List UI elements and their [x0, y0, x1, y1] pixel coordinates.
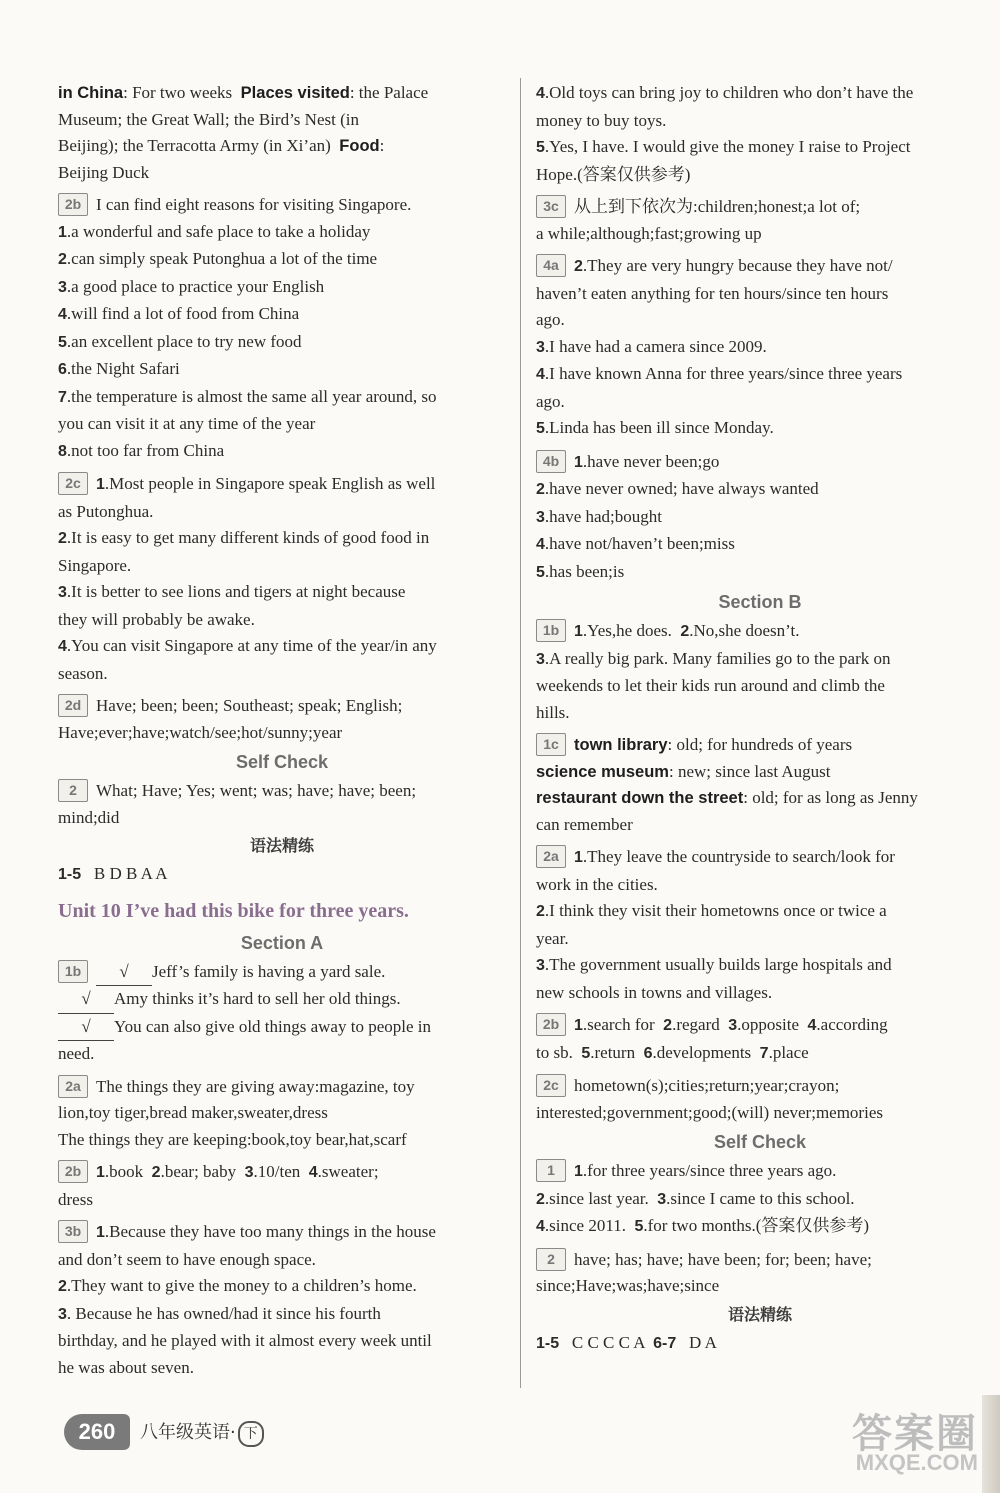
self-check-1: 1 1.for three years/since three years ago.	[536, 1158, 984, 1186]
keyword: town library	[574, 736, 668, 754]
answer-line: Have;ever;have;watch/see;hot/sunny;year	[58, 722, 343, 742]
list-item: 1.a wonderful and safe place to take a holiday	[58, 221, 371, 241]
answer-line: 3.The government usually builds large hospitals and	[536, 955, 892, 974]
answer-line: Singapore.	[58, 555, 132, 575]
keyword: Food	[339, 137, 380, 155]
list-item: 7.the temperature is almost the same all year around, so	[58, 386, 437, 406]
exercise-3b: 3b 1.Because they have too many things in the house	[58, 1219, 506, 1247]
check-mark: √	[96, 959, 152, 987]
answer-line: since;Have;was;have;since	[536, 1276, 720, 1295]
keyword: in China	[58, 84, 124, 102]
check-mark: √	[58, 1014, 114, 1042]
answer-line: 2.They want to give the money to a children’s home.	[58, 1276, 417, 1295]
answer-line: 2.I think they visit their hometowns once or twice a	[536, 901, 887, 920]
exercise-tag: 2a	[536, 845, 566, 868]
answer-line: 3.A really big park. Many families go to the park on	[536, 648, 891, 668]
answer-line: ago.	[536, 310, 565, 329]
exercise-tag: 2a	[58, 1075, 88, 1098]
book-title: 八年级英语· 下	[140, 1418, 264, 1447]
exercise-3c: 3c 从上到下依次为:children;honest;a lot of;	[536, 194, 984, 221]
grammar-answers: 1-5 B D B A A	[58, 864, 168, 883]
self-check-2: 2 have; has; have; have been; for; been; have;	[536, 1247, 984, 1274]
list-item-cont: you can visit it at any time of the year	[58, 414, 316, 433]
answer-line: hills.	[536, 702, 570, 722]
answer-line: dress	[58, 1189, 93, 1209]
exercise-2d: 2d Have; been; been; Southeast; speak; English;	[58, 693, 506, 720]
exercise-tag: 2b	[58, 193, 88, 216]
list-item: 4.will find a lot of food from China	[58, 304, 300, 323]
answer-line: haven’t eaten anything for ten hours/since ten hours	[536, 283, 889, 303]
exercise-tag: 4a	[536, 254, 566, 277]
exercise-tag: 1c	[536, 733, 566, 756]
answer-line: money to buy toys.	[536, 110, 667, 130]
exercise-1b: 1b 1.Yes,he does. 2.No,she doesn’t.	[536, 618, 984, 646]
answer-line: a while;although;fast;growing up	[536, 223, 762, 243]
exercise-tag: 2d	[58, 694, 88, 717]
answer-line: work in the cities.	[536, 874, 658, 894]
answer-line: interested;government;good;(will) never;memories	[536, 1102, 883, 1122]
answer-line: he was about seven.	[58, 1357, 194, 1377]
list-item: 2.can simply speak Putonghua a lot of the time	[58, 249, 378, 268]
answer-line: 3. Because he has owned/had it since his fourth	[58, 1303, 381, 1323]
answer-line: and don’t seem to have enough space.	[58, 1249, 316, 1269]
answer-line: can remember	[536, 814, 633, 834]
volume-badge: 下	[238, 1421, 264, 1447]
exercise-2c: 2c hometown(s);cities;return;year;crayon;	[536, 1073, 984, 1100]
exercise-2b: 2b I can find eight reasons for visiting Singapore.	[58, 192, 506, 219]
answer-line: Beijing Duck	[58, 162, 150, 182]
answer-line: need.	[58, 1044, 95, 1063]
answer-line: Beijing); the Terracotta Army (in Xi’an) Food:	[58, 136, 385, 155]
section-heading: Self Check	[235, 752, 329, 772]
exercise-1b: 1b √ Jeff’s family is having a yard sale.	[58, 959, 506, 987]
exercise-tag: 2c	[58, 472, 88, 495]
answer-line: ago.	[536, 391, 565, 411]
column-divider	[520, 78, 521, 1388]
exercise-4a: 4a 2.They are very hungry because they have not/	[536, 253, 984, 281]
answer-line: 5.has been;is	[536, 561, 625, 581]
answer-line: 2.since last year. 3.since I came to this school.	[536, 1188, 855, 1208]
grammar-heading: 语法精练	[249, 836, 314, 855]
answer-line: season.	[58, 663, 108, 683]
answer-line: 4.I have known Anna for three years/since three years	[536, 364, 903, 383]
answer-line: science museum: new; since last August	[536, 761, 831, 781]
exercise-2a: 2a 1.They leave the countryside to search/look for	[536, 844, 984, 872]
keyword: science museum	[536, 762, 669, 781]
answer-line: 3.I have had a camera since 2009.	[536, 336, 767, 356]
answer-line: √ You can also give old things away to people in	[58, 1014, 506, 1042]
answer-line: new schools in towns and villages.	[536, 982, 773, 1002]
grammar-answers: 1-5 C C C C A 6-7 D A	[536, 1332, 717, 1352]
exercise-tag: 1	[536, 1159, 566, 1182]
answer-line: 4.since 2011. 5.for two months.(答案仅供参考)	[536, 1216, 870, 1235]
exercise-tag: 4b	[536, 450, 566, 473]
self-check-2: 2 What; Have; Yes; went; was; have; have; been;	[58, 778, 506, 805]
keyword: Places visited	[240, 84, 350, 102]
page-number: 260	[64, 1414, 130, 1450]
exercise-tag: 1b	[58, 960, 88, 983]
answer-line: as Putonghua.	[58, 501, 154, 521]
answer-line: 2.It is easy to get many different kinds of good food in	[58, 528, 430, 547]
answer-line: 3.It is better to see lions and tigers at night because	[58, 582, 406, 601]
exercise-2b: 2b 1.search for 2.regard 3.opposite 4.according	[536, 1012, 984, 1040]
list-item: 5.an excellent place to try new food	[58, 331, 302, 351]
exercise-1c: 1c town library: old; for hundreds of years	[536, 732, 984, 759]
answer-line: 3.have had;bought	[536, 506, 662, 526]
answer-line: 4.Old toys can bring joy to children who don’t have the	[536, 83, 914, 102]
answer-line: Hope.(答案仅供参考)	[536, 164, 691, 184]
answer-line: to sb. 5.return 6.developments 7.place	[536, 1042, 809, 1062]
page-edge	[982, 1395, 1000, 1493]
exercise-2a: 2a The things they are giving away:magazine, toy	[58, 1074, 506, 1101]
section-heading: Section B	[718, 592, 802, 612]
unit-title: Unit 10 I’ve had this bike for three years.	[58, 899, 409, 922]
exercise-tag: 2	[536, 1248, 566, 1271]
check-mark: √	[58, 986, 114, 1014]
keyword: restaurant down the street	[536, 789, 744, 807]
answer-line: √ Amy thinks it’s hard to sell her old things.	[58, 986, 506, 1014]
exercise-tag: 2b	[58, 1160, 88, 1183]
exercise-tag: 2	[58, 779, 88, 802]
watermark-url: MXQE.COM	[855, 1450, 978, 1475]
list-item: 3.a good place to practice your English	[58, 276, 325, 296]
answer-line: birthday, and he played with it almost every week until	[58, 1331, 432, 1350]
list-item: 8.not too far from China	[58, 440, 225, 460]
answer-line: weekends to let their kids run around and climb the	[536, 676, 885, 695]
grammar-heading: 语法精练	[727, 1304, 792, 1324]
answer-line: lion,toy tiger,bread maker,sweater,dress	[58, 1103, 328, 1122]
answer-line: mind;did	[58, 807, 120, 827]
list-item: 6.the Night Safari	[58, 359, 180, 378]
answer-line: 2.have never owned; have always wanted	[536, 479, 819, 498]
answer-line: Museum; the Great Wall; the Bird’s Nest (in	[58, 109, 359, 129]
exercise-4b: 4b 1.have never been;go	[536, 449, 984, 477]
answer-line: year.	[536, 928, 569, 948]
watermark	[783, 1402, 978, 1482]
exercise-tag: 3b	[58, 1220, 88, 1243]
right-column	[536, 80, 984, 1357]
exercise-2c: 2c 1.Most people in Singapore speak English as well	[58, 471, 506, 499]
exercise-2b-unit10: 2b 1.book 2.bear; baby 3.10/ten 4.sweater;	[58, 1159, 506, 1187]
answer-line: they will probably be awake.	[58, 609, 255, 629]
exercise-tag: 3c	[536, 195, 566, 218]
exercise-tag: 2c	[536, 1074, 566, 1097]
section-heading: Section A	[240, 932, 324, 953]
section-heading: Self Check	[713, 1132, 807, 1152]
answer-line: The things they are keeping:book,toy bear,hat,scarf	[58, 1129, 407, 1149]
answer-line: 5.Linda has been ill since Monday.	[536, 418, 774, 437]
answer-line: 5.Yes, I have. I would give the money I raise to Project	[536, 137, 911, 156]
answer-line: 4.have not/haven’t been;miss	[536, 534, 735, 553]
answer-line: restaurant down the street: old; for as long as Jenny	[536, 788, 918, 807]
exercise-tag: 2b	[536, 1013, 566, 1036]
answer-line: 4.You can visit Singapore at any time of the year/in any	[58, 636, 437, 655]
answer-line: in China: For two weeks Places visited: the Palace	[58, 83, 429, 102]
watermark-logo: 答案圈	[852, 1411, 978, 1457]
exercise-tag: 1b	[536, 619, 566, 642]
left-column	[58, 80, 506, 1381]
